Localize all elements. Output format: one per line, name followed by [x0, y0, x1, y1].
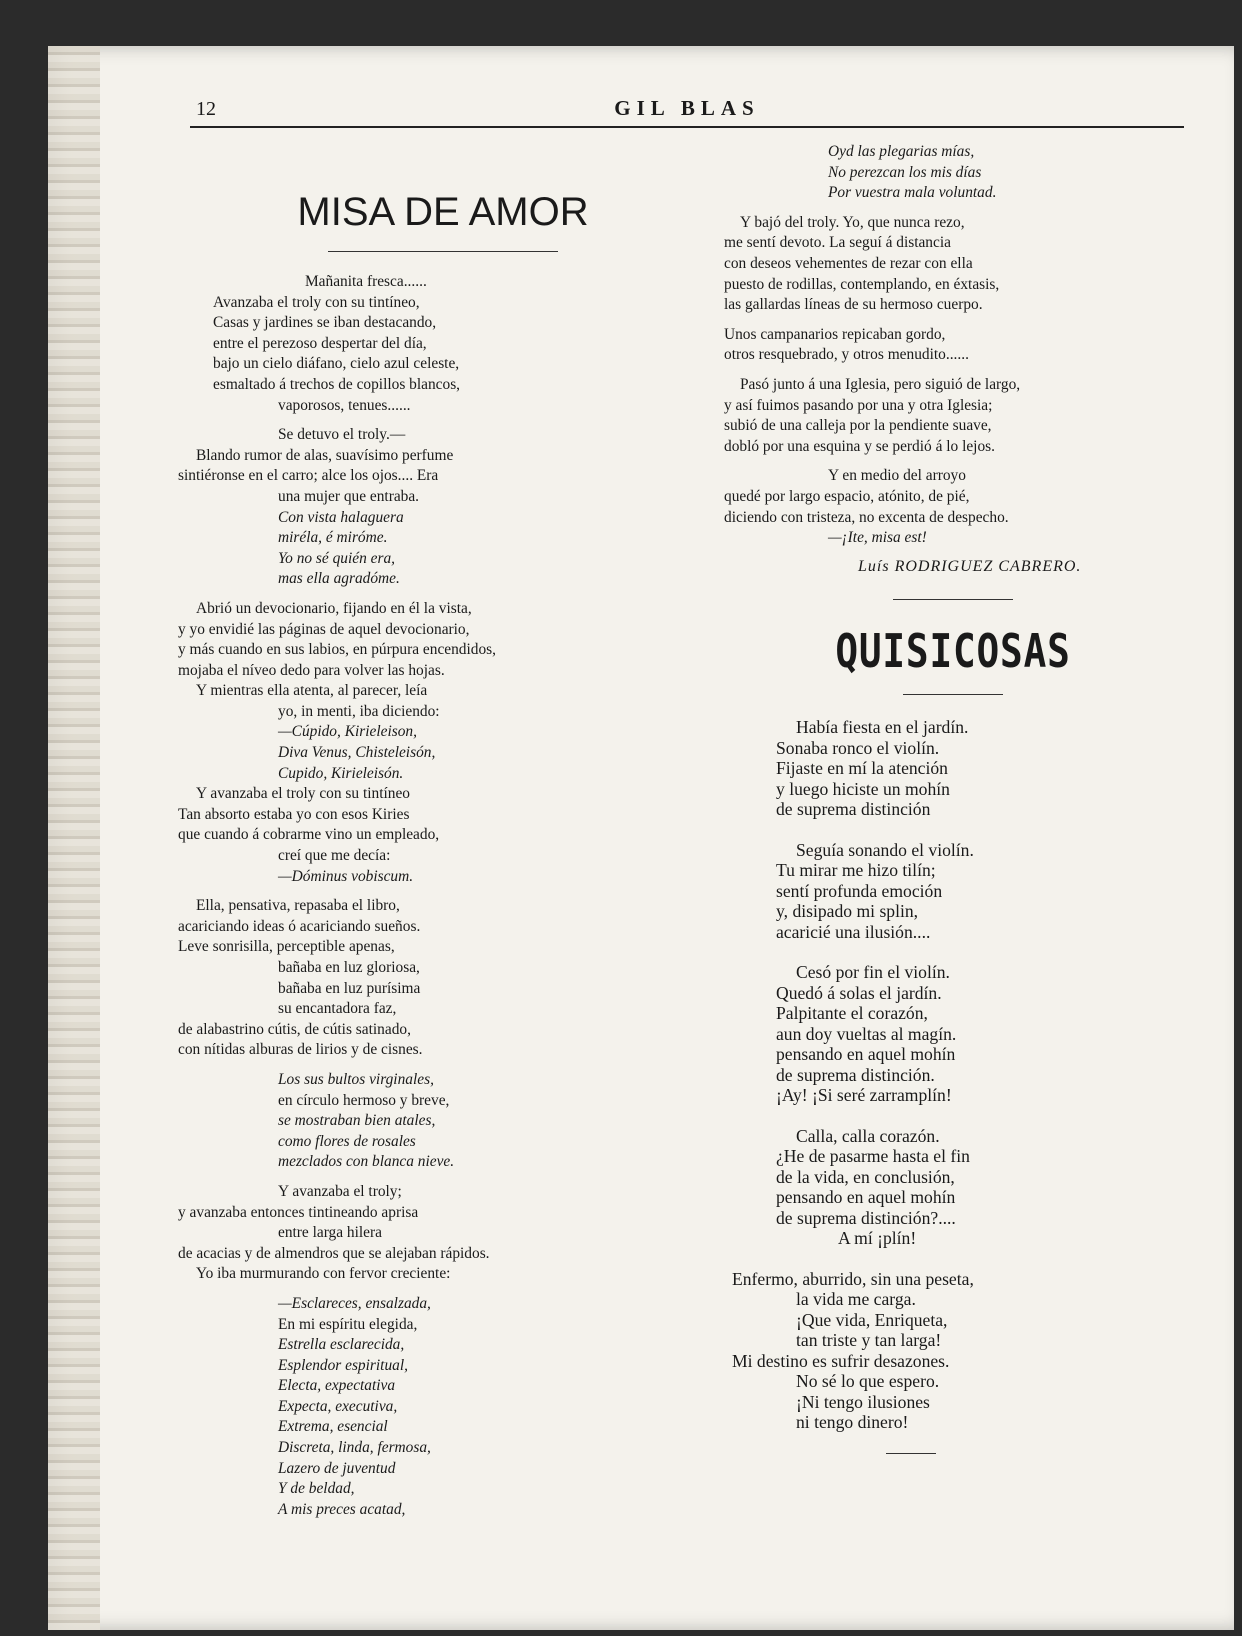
text-line: sintiéronse en el carro; alce los ojos.... Era: [178, 467, 439, 485]
text-line: creí que me decía:: [278, 847, 391, 865]
text-line: Yo no sé quién era,: [278, 549, 395, 567]
text-line: Electa, expectativa: [278, 1377, 396, 1395]
text-line: mas ella agradóme.: [278, 570, 400, 588]
text-line: —Esclareces, ensalzada,: [278, 1294, 431, 1312]
stanza: [718, 1269, 1188, 1433]
text-line: yo, in menti, iba diciendo:: [278, 702, 440, 720]
verse-line: de suprema distinción: [776, 799, 931, 820]
author-signature: Luís RODRIGUEZ CABRERO.: [858, 557, 1082, 575]
text-line: y yo envidié las páginas de aquel devocionario,: [178, 620, 470, 638]
verse-line: de la vida, en conclusión,: [776, 1166, 955, 1187]
text-line: acariciando ideas ó acariciando sueños.: [178, 917, 421, 935]
text-line: y más cuando en sus labios, en púrpura encendidos,: [178, 641, 496, 659]
stanza: [718, 1126, 1188, 1249]
poem-title-quisicosas: QUISICOSAS: [835, 624, 1071, 679]
stanza-gap: [718, 316, 1188, 325]
verse-line: ni tengo dinero!: [796, 1412, 909, 1433]
text-line: entre el perezoso despertar del día,: [213, 334, 427, 352]
verse-line: Cesó por fin el violín.: [796, 962, 950, 983]
verse-line: y luego hiciste un mohín: [776, 778, 950, 799]
text-line: Diva Venus, Chisteleisón,: [278, 744, 436, 762]
text-line: —¡Ite, misa est!: [828, 529, 927, 547]
text-line: Estrella esclarecida,: [278, 1336, 405, 1354]
text-line: Por vuestra mala voluntad.: [828, 184, 997, 202]
stanza-gap: [718, 204, 1188, 213]
verse-line: No sé lo que espero.: [796, 1371, 940, 1392]
text-line: Y bajó del troly. Yo, que nunca rezo,: [740, 213, 965, 231]
verse-line: de suprema distinción?....: [776, 1207, 956, 1228]
text-line: No perezcan los mis días: [828, 163, 982, 181]
page-header: [190, 96, 1184, 128]
text-line: Y en medio del arroyo: [828, 467, 966, 485]
stanza: [718, 962, 1188, 1106]
text-line: Yo iba murmurando con fervor creciente:: [196, 1265, 451, 1283]
text-line: vaporosos, tenues......: [278, 396, 411, 414]
verse-line: sentí profunda emoción: [776, 880, 943, 901]
verse-line: ¡Que vida, Enriqueta,: [796, 1309, 948, 1330]
verse-line: Tu mirar me hizo tilín;: [776, 860, 936, 881]
left-column: [178, 142, 708, 1520]
text-line: A mis preces acatad,: [278, 1500, 406, 1518]
stanza-gap: [178, 416, 708, 425]
text-line: las gallardas líneas de su hermoso cuerpo.: [724, 296, 983, 314]
text-line: esmaltado á trechos de copillos blancos,: [213, 375, 461, 393]
verse-line: tan triste y tan larga!: [796, 1330, 942, 1351]
stanza: [718, 717, 1188, 820]
text-line: una mujer que entraba.: [278, 487, 420, 505]
text-line: Lazero de juventud: [278, 1459, 396, 1477]
text-line: de alabastrino cútis, de cútis satinado,: [178, 1020, 411, 1038]
text-line: y así fuimos pasando por una y otra Iglesia;: [724, 396, 993, 414]
text-line: bañaba en luz purísima: [278, 979, 421, 997]
stanza: [718, 840, 1188, 943]
book-binding: [48, 46, 100, 1630]
end-rule: [886, 1453, 936, 1454]
text-line: —Dóminus vobiscum.: [278, 867, 414, 885]
misa-de-amor-continuation: [718, 142, 1188, 549]
verse-line: de suprema distinción.: [776, 1064, 935, 1085]
text-line: mojaba el níveo dedo para volver las hojas.: [178, 661, 445, 679]
text-line: me sentí devoto. La seguí á distancia: [724, 234, 951, 252]
text-line: Extrema, esencial: [278, 1418, 388, 1436]
verse-line: y, disipado mi splin,: [776, 901, 919, 922]
text-line: Los sus bultos virginales,: [278, 1070, 434, 1088]
verse-line: Quedó á solas el jardín.: [776, 982, 942, 1003]
verse-line: pensando en aquel mohín: [776, 1044, 956, 1065]
text-line: con deseos vehementes de rezar con ella: [724, 254, 973, 272]
text-line: Tan absorto estaba yo con esos Kiries: [178, 805, 410, 823]
poem-title-misa-de-amor: MISA DE AMOR: [297, 190, 589, 234]
quisicosas-text: [718, 717, 1188, 1433]
text-line: su encantadora faz,: [278, 1000, 397, 1018]
text-line: que cuando á cobrarme vino un empleado,: [178, 826, 440, 844]
verse-line: acaricié una ilusión....: [776, 921, 931, 942]
text-line: Discreta, linda, fermosa,: [278, 1439, 431, 1457]
text-line: Y de beldad,: [278, 1480, 355, 1498]
text-line: diciendo con tristeza, no excenta de despecho.: [724, 508, 1009, 526]
text-line: con nítidas alburas de lirios y de cisnes.: [178, 1041, 423, 1059]
verse-line: Seguía sonando el violín.: [796, 839, 974, 860]
text-line: Abrió un devocionario, fijando en él la vista,: [196, 599, 472, 617]
stanza-gap: [178, 887, 708, 896]
journal-title: GIL BLAS: [614, 96, 760, 120]
verse-line: aun doy vueltas al magín.: [776, 1023, 957, 1044]
text-line: Y avanzaba el troly;: [278, 1182, 402, 1200]
text-line: Blando rumor de alas, suavísimo perfume: [196, 446, 454, 464]
stanza-gap: [178, 1173, 708, 1182]
stanza-gap: [178, 1061, 708, 1070]
text-line: Unos campanarios repicaban gordo,: [724, 325, 946, 343]
text-line: dobló por una esquina y se perdió á lo lejos.: [724, 437, 995, 455]
stanza-gap: [718, 366, 1188, 375]
text-line: Con vista halaguera: [278, 508, 404, 526]
text-line: y avanzaba entonces tintineando aprisa: [178, 1203, 419, 1221]
title-rule: [328, 251, 558, 252]
text-line: en círculo hermoso y breve,: [278, 1091, 450, 1109]
text-line: Casas y jardines se iban destacando,: [213, 314, 437, 332]
magazine-page: [48, 46, 1234, 1630]
section-rule: [893, 599, 1013, 600]
text-line: otros resquebrado, y otros menudito......: [724, 346, 969, 364]
text-line: Expecta, executiva,: [278, 1397, 398, 1415]
text-line: de acacias y de almendros que se alejaban rápidos.: [178, 1244, 490, 1262]
stanza-gap: [178, 590, 708, 599]
text-line: bañaba en luz gloriosa,: [278, 959, 420, 976]
text-line: se mostraban bien atales,: [278, 1112, 436, 1130]
misa-de-amor-text: [178, 272, 708, 1520]
title-rule-quisicosas: [903, 694, 1003, 695]
text-line: Cupido, Kirieleisón.: [278, 764, 404, 782]
verse-line: ¡Ay! ¡Si seré zarramplín!: [776, 1085, 952, 1106]
verse-line: Enfermo, aburrido, sin una peseta,: [732, 1268, 974, 1289]
verse-line: A mí ¡plín!: [838, 1228, 917, 1249]
text-line: mezclados con blanca nieve.: [278, 1153, 455, 1171]
verse-line: Mi destino es sufrir desazones.: [732, 1350, 950, 1371]
text-line: Avanzaba el troly con su tintíneo,: [213, 293, 420, 311]
text-line: entre larga hilera: [278, 1224, 382, 1242]
text-line: Mañanita fresca......: [305, 273, 427, 290]
text-line: Pasó junto á una Iglesia, pero siguió de largo,: [740, 375, 1021, 393]
right-column: [718, 142, 1188, 1454]
text-line: subió de una calleja por la pendiente suave,: [724, 417, 992, 435]
text-line: bajo un cielo diáfano, cielo azul celeste,: [213, 355, 460, 373]
text-line: En mi espíritu elegida,: [278, 1315, 418, 1333]
text-line: Esplendor espiritual,: [278, 1356, 408, 1374]
verse-line: Palpitante el corazón,: [776, 1003, 928, 1024]
text-line: Y mientras ella atenta, al parecer, leía: [196, 682, 428, 700]
stanza-gap: [178, 1285, 708, 1294]
verse-line: la vida me carga.: [796, 1289, 916, 1310]
verse-line: Calla, calla corazón.: [796, 1125, 940, 1146]
verse-line: Había fiesta en el jardín.: [796, 717, 969, 738]
text-line: miréla, é miróme.: [278, 529, 388, 547]
text-line: Oyd las plegarias mías,: [828, 143, 975, 160]
text-line: puesto de rodillas, contemplando, en éxtasis,: [724, 275, 1000, 293]
verse-line: pensando en aquel mohín: [776, 1187, 956, 1208]
text-line: quedé por largo espacio, atónito, de pié,: [724, 487, 970, 505]
verse-line: ¿He de pasarme hasta el fin: [776, 1146, 970, 1167]
verse-line: Sonaba ronco el violín.: [776, 737, 940, 758]
stanza-gap: [718, 457, 1188, 466]
text-line: Y avanzaba el troly con su tintíneo: [196, 785, 410, 803]
verse-line: ¡Ni tengo ilusiones: [796, 1391, 930, 1412]
page-number: 12: [196, 98, 216, 120]
text-line: —Cúpido, Kirieleison,: [278, 723, 417, 741]
text-line: como flores de rosales: [278, 1132, 416, 1150]
text-line: Leve sonrisilla, perceptible apenas,: [178, 938, 395, 956]
verse-line: Fijaste en mí la atención: [776, 758, 948, 779]
text-line: Ella, pensativa, repasaba el libro,: [196, 897, 400, 915]
text-line: Se detuvo el troly.—: [278, 426, 406, 444]
